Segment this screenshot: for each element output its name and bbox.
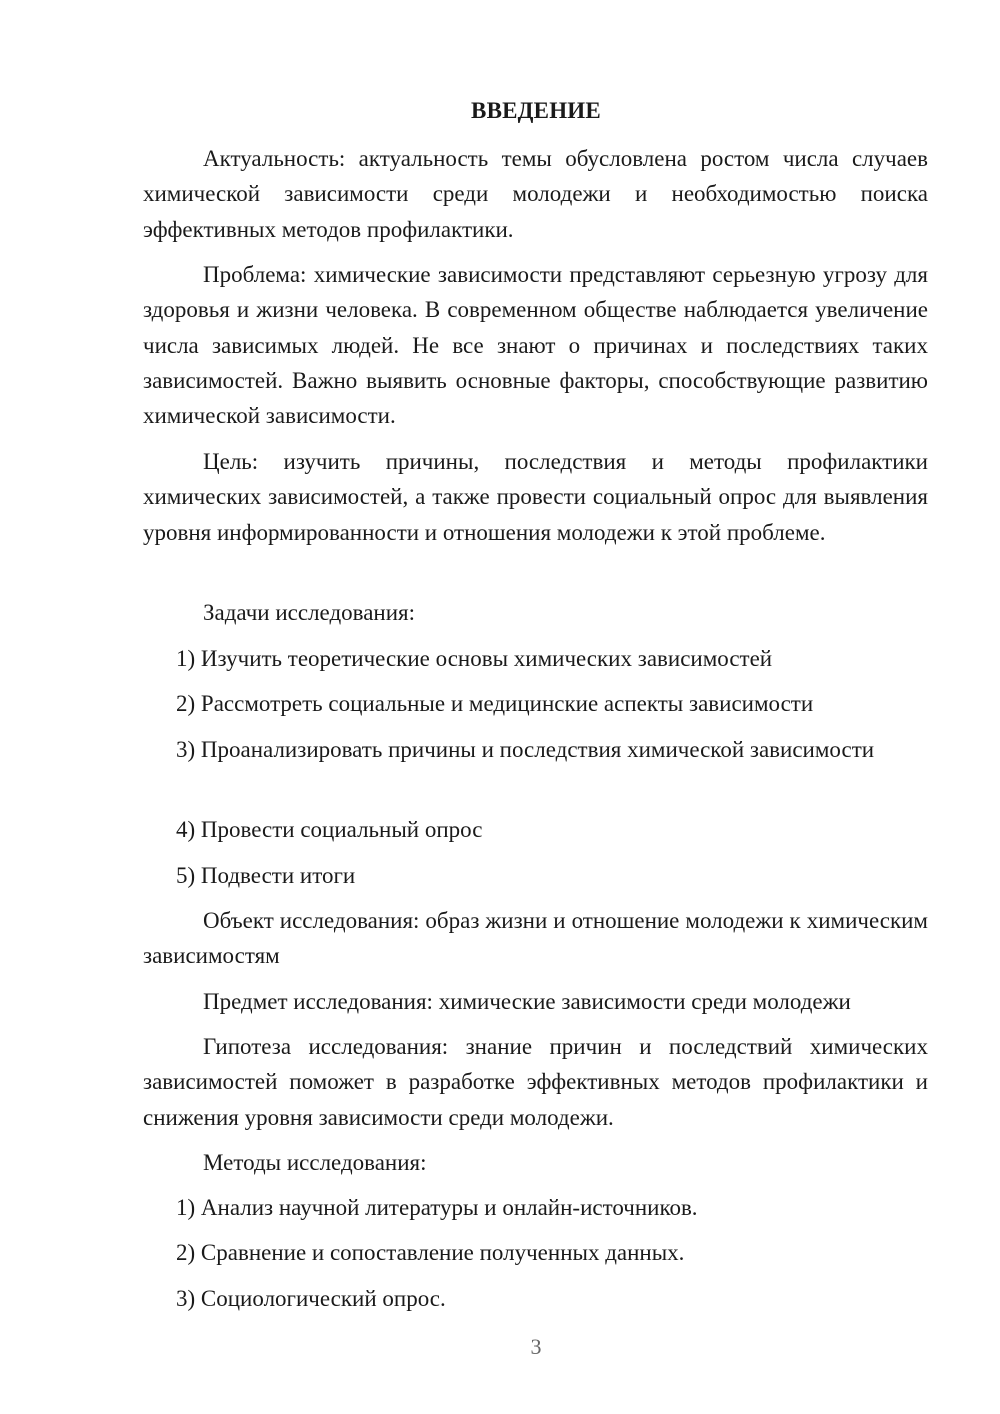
task-item: 4) Провести социальный опрос: [176, 817, 483, 842]
problem-paragraph: Проблема: химические зависимости представляют серьезную угрозу для здоровья и жизни человека. В современном обществе наблюдается увеличение числа зависимых людей. Не все знают о причинах и последствиях таких зависимостей. Важно выявить основные факторы, способствующие развитию химической зависимости.: [143, 262, 928, 429]
task-item: 1) Изучить теоретические основы химических зависимостей: [176, 646, 773, 671]
goal-paragraph: Цель: изучить причины, последствия и методы профилактики химических зависимостей, а также провести социальный опрос для выявления уровня информированности и отношения молодежи к этой проблеме.: [143, 449, 928, 545]
object-paragraph: Объект исследования: образ жизни и отношение молодежи к химическим зависимостям: [143, 908, 928, 969]
hypothesis-paragraph: Гипотеза исследования: знание причин и последствий химических зависимостей поможет в разработке эффективных методов профилактики и снижения уровня зависимости среди молодежи.: [143, 1034, 928, 1130]
subject-paragraph: Предмет исследования: химические зависимости среди молодежи: [203, 989, 851, 1014]
relevance-paragraph: Актуальность: актуальность темы обусловлена ростом числа случаев химической зависимости среди молодежи и необходимостью поиска эффективных методов профилактики.: [143, 146, 928, 242]
method-item: 1) Анализ научной литературы и онлайн-источников.: [176, 1195, 698, 1220]
method-item: 2) Сравнение и сопоставление полученных данных.: [176, 1240, 685, 1265]
task-item: 2) Рассмотреть социальные и медицинские аспекты зависимости: [176, 691, 814, 716]
page-number: 3: [530, 1334, 542, 1359]
tasks-title: Задачи исследования:: [203, 600, 416, 625]
section-heading: ВВЕДЕНИЕ: [471, 98, 601, 123]
task-item: 3) Проанализировать причины и последствия химической зависимости: [176, 737, 875, 762]
methods-title: Методы исследования:: [203, 1150, 427, 1175]
method-item: 3) Социологический опрос.: [176, 1286, 446, 1311]
task-item: 5) Подвести итоги: [176, 863, 356, 888]
